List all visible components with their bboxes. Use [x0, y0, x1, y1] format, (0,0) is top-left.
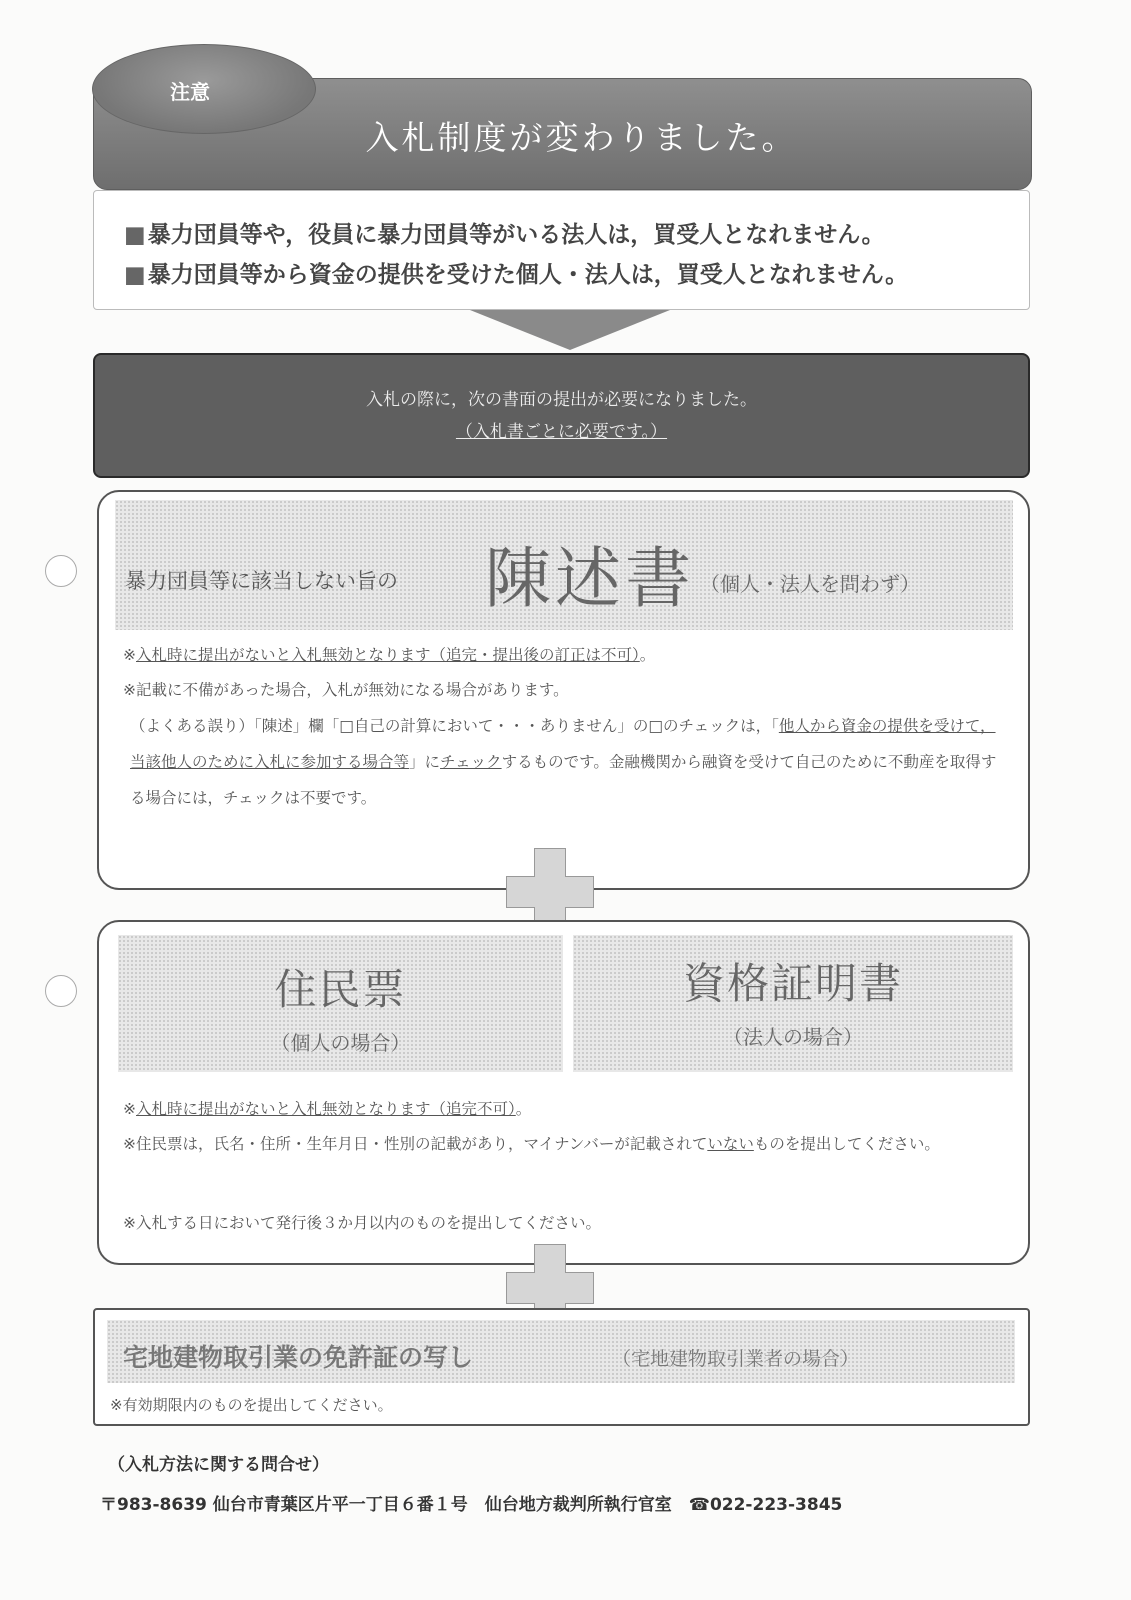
notice-line-1: ■暴力団員等や，役員に暴力団員等がいる法人は，買受人となれません。: [124, 222, 885, 248]
residence-band: [118, 935, 563, 1072]
requirement-line-2: （入札書ごとに必要です。）: [455, 422, 668, 442]
statement-note-1: ※入札時に提出がないと入札無効となります（追完・提出後の訂正は不可）。: [123, 646, 656, 664]
qualification-sub: （法人の場合）: [723, 1025, 863, 1049]
page-title: 入札制度が変わりました。: [365, 118, 798, 157]
residence-note-1: ※入札時に提出がないと入札無効となります（追完不可）。: [123, 1100, 532, 1118]
residence-sub: （個人の場合）: [270, 1031, 411, 1055]
license-sub: （宅地建物取引業者の場合）: [612, 1348, 860, 1370]
bullet-square-icon: ■: [124, 262, 146, 288]
requirement-box: [93, 353, 1030, 478]
residence-note-3: ※入札する日において発行後３か月以内のものを提出してください。: [123, 1214, 601, 1232]
plus-icon-fill: [507, 1273, 593, 1303]
plus-icon-fill: [507, 877, 593, 907]
license-title: 宅地建物取引業の免許証の写し: [123, 1343, 474, 1372]
contact-address: 〒983-8639 仙台市青葉区片平一丁目６番１号 仙台地方裁判所執行官室 ☎022-223-3845: [100, 1495, 843, 1515]
license-note: ※有効期限内のものを提出してください。: [110, 1396, 393, 1414]
residence-title: 住民票: [274, 965, 407, 1014]
header-tag: 注意: [170, 80, 210, 104]
circle-mark-icon: [45, 555, 77, 587]
qualification-title: 資格証明書: [682, 959, 903, 1008]
requirement-line-1: 入札の際に，次の書面の提出が必要になりました。: [366, 390, 757, 410]
bullet-square-icon: ■: [124, 222, 146, 248]
residence-note-2: ※住民票は，氏名・住所・生年月日・性別の記載があり，マイナンバーが記載されていないものを提出してください。: [123, 1135, 940, 1153]
qualification-band: [573, 935, 1013, 1072]
statement-note-2: ※記載に不備があった場合，入札が無効になる場合があります。: [123, 681, 569, 699]
statement-suffix: （個人・法人を問わず）: [700, 572, 920, 596]
statement-title: 陳述書: [485, 540, 695, 617]
statement-prefix: 暴力団員等に該当しない旨の: [125, 569, 398, 593]
circle-mark-icon: [45, 975, 77, 1007]
notice-line-2: ■暴力団員等から資金の提供を受けた個人・法人は，買受人となれません。: [124, 262, 909, 288]
contact-heading: （入札方法に関する問合せ）: [108, 1455, 329, 1475]
down-arrow-icon: [470, 310, 670, 350]
notice-box: [93, 190, 1030, 310]
statement-note-3: （よくある誤り）「陳述」欄「□自己の計算において・・・ありません」の□のチェックは，「他人から資金の提供を受けて，当該他人のために入札に参加する場合等」にチェックするものです。金融機関から融資を受けて自己のために不動産を取得する場合には，チェックは不要です。: [130, 717, 997, 807]
